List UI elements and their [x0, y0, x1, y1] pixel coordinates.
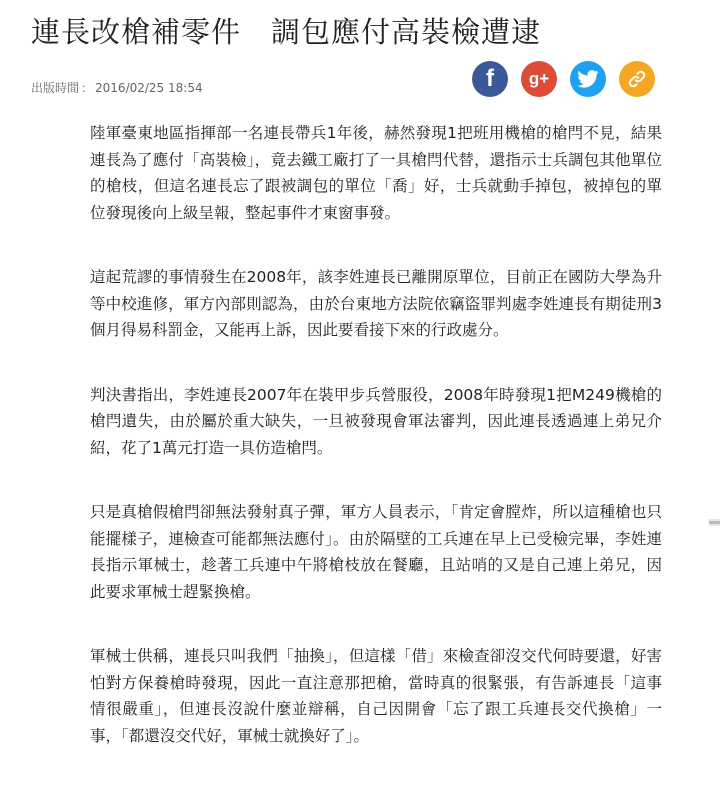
publish-label: 出版時間 — [31, 81, 80, 95]
article-paragraph: 軍械士供稱，連長只叫我們「抽換」，但這樣「借」來檢查卻沒交代何時要還，好害怕對方保養槍時發現，因此一直注意那把槍，當時真的很緊張，有告訴連長「這事情很嚴重」，但連長沒說什麼並辯稱，自己因開會「忘了跟工兵連長交代換槍」一事，「都還沒交代好，軍械士就換好了」。 — [90, 647, 662, 745]
article-headline: 連長改槍補零件 調包應付高裝檢遭逮 — [31, 15, 542, 49]
google-plus-icon: g+ — [528, 69, 550, 88]
copy-link-button[interactable] — [619, 61, 655, 97]
publish-separator: ： — [81, 81, 94, 95]
facebook-share-button[interactable] — [472, 61, 508, 97]
link-icon — [627, 69, 647, 89]
article-paragraph: 判決書指出，李姓連長2007年在裝甲步兵營服役，2008年時發現1把M249機槍的槍閂遺失，由於屬於重大缺失，一旦被發現會軍法審判，因此連長透過連上弟兄介紹，花了1萬元打造一具仿造槍閂。 — [90, 385, 662, 457]
publish-time: 2016/02/25 18:54 — [95, 81, 203, 95]
publish-meta — [31, 80, 203, 96]
google-plus-share-button[interactable] — [521, 61, 557, 97]
side-drawer-handle[interactable] — [709, 519, 720, 526]
twitter-icon — [577, 70, 599, 88]
facebook-icon: f — [486, 65, 494, 92]
share-buttons — [472, 61, 655, 97]
article-paragraph: 這起荒謬的事情發生在2008年，該李姓連長已離開原單位，目前正在國防大學為升等中校進修，軍方內部則認為，由於台東地方法院依竊盜罪判處李姓連長有期徒刑3個月得易科罰金，又能再上訴，因此要看接下來的行政處分。 — [90, 268, 662, 339]
article-paragraph: 只是真槍假槍閂卻無法發射真子彈，軍方人員表示，「肯定會膛炸，所以這種槍也只能擺樣子，連檢查可能都無法應付」。由於隔壁的工兵連在早上已受檢完畢，李姓連長指示軍械士，趁著工兵連中午將槍枝放在餐廳，且站哨的又是自己連上弟兄，因此要求軍械士趕緊換槍。 — [90, 503, 662, 601]
article-body — [90, 120, 662, 787]
twitter-share-button[interactable] — [570, 61, 606, 97]
article-paragraph: 陸軍臺東地區指揮部一名連長帶兵1年後，赫然發現1把班用機槍的槍閂不見，結果連長為了應付「高裝檢」，竟去鐵工廠打了一具槍閂代替，還指示士兵調包其他單位的槍枝，但這名連長忘了跟被調包的單位「喬」好，士兵就動手掉包，被掉包的單位發現後向上級呈報，整起事件才東窗事發。 — [90, 124, 662, 222]
